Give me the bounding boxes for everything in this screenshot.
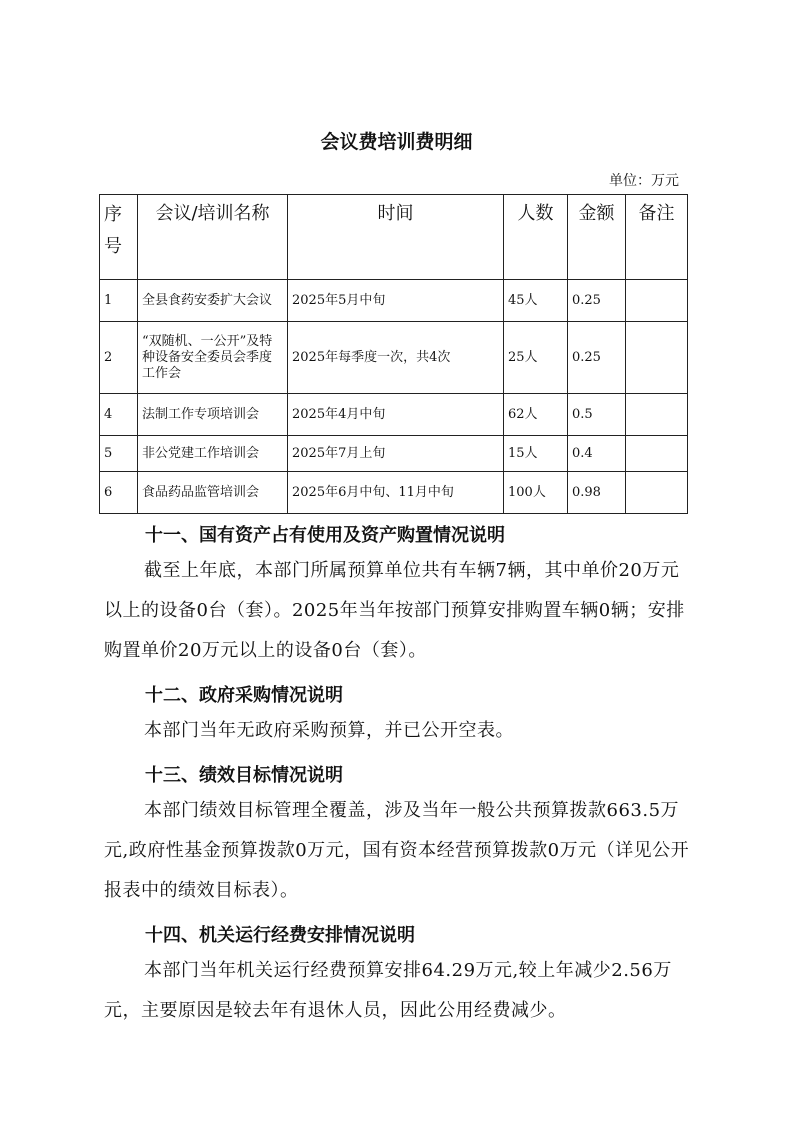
table-header-row <box>100 195 688 280</box>
cell-seq: 2 <box>100 322 138 394</box>
cell-amount: 0.25 <box>568 280 626 322</box>
header-remark: 备注 <box>626 195 688 280</box>
cell-people: 62人 <box>504 394 568 436</box>
section-heading-operating-funds: 十四、机关运行经费安排情况说明 <box>145 925 415 946</box>
cell-remark <box>626 472 688 514</box>
cell-seq: 4 <box>100 394 138 436</box>
cell-people: 100人 <box>504 472 568 514</box>
cell-time: 2025年7月上旬 <box>288 436 504 472</box>
cell-amount: 0.98 <box>568 472 626 514</box>
cell-remark <box>626 280 688 322</box>
cell-people: 25人 <box>504 322 568 394</box>
header-amount: 金额 <box>568 195 626 280</box>
section-body-procurement: 本部门当年无政府采购预算，并已公开空表。 <box>144 720 514 741</box>
section-heading-assets: 十一、国有资产占有使用及资产购置情况说明 <box>145 525 505 546</box>
cell-time: 2025年5月中旬 <box>288 280 504 322</box>
cell-name: “双随机、一公开”及特种设备安全委员会季度工作会 <box>138 322 288 394</box>
cell-name: 非公党建工作培训会 <box>138 436 288 472</box>
section-body-performance: 本部门绩效目标管理全覆盖，涉及当年一般公共预算拨款663.5万元,政府性基金预算拨款0万元，国有资本经营预算拨款0万元（详见公开报表中的绩效目标表）。 <box>104 800 690 901</box>
cell-remark <box>626 394 688 436</box>
cell-amount: 0.4 <box>568 436 626 472</box>
cell-remark <box>626 322 688 394</box>
section-body-operating-funds: 本部门当年机关运行经费预算安排64.29万元,较上年减少2.56万元，主要原因是较去年有退休人员，因此公用经费减少。 <box>104 960 672 1021</box>
table-row <box>100 280 688 322</box>
cell-name: 食品药品监管培训会 <box>138 472 288 514</box>
unit-note: 单位：万元 <box>609 173 679 189</box>
cell-time: 2025年6月中旬、11月中旬 <box>288 472 504 514</box>
cell-name: 全县食药安委扩大会议 <box>138 280 288 322</box>
table-row <box>100 436 688 472</box>
header-name: 会议/培训名称 <box>138 195 288 280</box>
cell-remark <box>626 436 688 472</box>
cell-people: 45人 <box>504 280 568 322</box>
meeting-training-table <box>99 194 688 514</box>
cell-amount: 0.5 <box>568 394 626 436</box>
cell-name: 法制工作专项培训会 <box>138 394 288 436</box>
cell-amount: 0.25 <box>568 322 626 394</box>
section-heading-performance: 十三、绩效目标情况说明 <box>145 765 343 786</box>
cell-seq: 5 <box>100 436 138 472</box>
cell-time: 2025年每季度一次，共4次 <box>288 322 504 394</box>
section-body-assets: 截至上年底，本部门所属预算单位共有车辆7辆，其中单价20万元以上的设备0台（套）。2025年当年按部门预算安排购置车辆0辆；安排购置单价20万元以上的设备0台（套）。 <box>104 560 685 661</box>
cell-people: 15人 <box>504 436 568 472</box>
table-row <box>100 322 688 394</box>
section-heading-procurement: 十二、政府采购情况说明 <box>145 685 343 706</box>
page-title: 会议费培训费明细 <box>320 131 473 153</box>
cell-seq: 1 <box>100 280 138 322</box>
table-row <box>100 394 688 436</box>
header-people: 人数 <box>504 195 568 280</box>
cell-time: 2025年4月中旬 <box>288 394 504 436</box>
cell-seq: 6 <box>100 472 138 514</box>
table-row <box>100 472 688 514</box>
header-time: 时间 <box>288 195 504 280</box>
header-seq: 序 号 <box>100 195 138 280</box>
